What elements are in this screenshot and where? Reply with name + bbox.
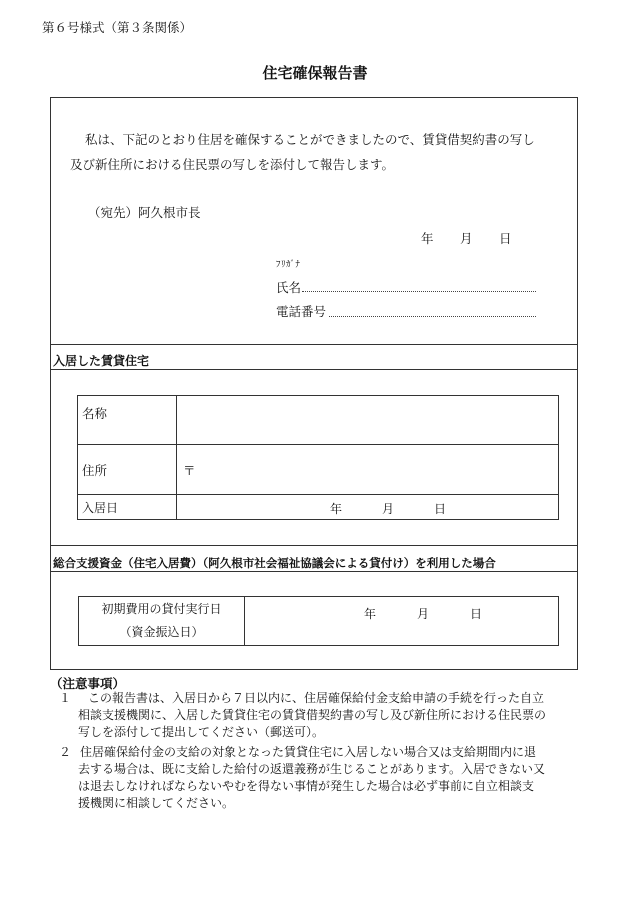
- notes-heading: （注意事項）: [50, 676, 126, 691]
- table-row: [78, 445, 559, 495]
- note-1-line-3: 写しを添付して提出してください（郵送可）。: [78, 725, 325, 739]
- postal-mark: 〒: [183, 462, 196, 478]
- loan-date-day: 日: [470, 607, 483, 621]
- loan-date-label-line-2: （資金振込日）: [119, 625, 204, 639]
- housing-address-label-cell: [78, 445, 177, 495]
- housing-address-label: 住所: [82, 462, 108, 478]
- phone-label: 電話番号: [276, 304, 327, 319]
- table-row: [79, 597, 559, 646]
- note-1-line-1: この報告書は、入居日から７日以内に、住居確保給付金支給申請の手続を行った自立: [88, 691, 545, 705]
- note-2-line-3: は退去しなければならないやむを得ない事情が発生した場合は必ず事前に自立相談支: [78, 779, 535, 793]
- loan-table: [78, 596, 559, 646]
- document-title: 住宅確保報告書: [262, 64, 368, 82]
- move-in-date-year: 年: [330, 502, 343, 516]
- report-date-year: 年: [421, 231, 434, 246]
- housing-table: [77, 395, 559, 520]
- move-in-date-day: 日: [434, 502, 447, 516]
- phone-field[interactable]: [329, 316, 536, 317]
- loan-date-month: 月: [417, 607, 430, 621]
- move-in-date-month: 月: [382, 502, 395, 516]
- statement-line-1: 私は、下記のとおり住居を確保することができましたので、賃貸借契約書の写し: [85, 132, 535, 147]
- report-date-month: 月: [460, 231, 473, 246]
- section-divider: [50, 369, 578, 370]
- note-2-line-1: 住居確保給付金の支給の対象となった賃貸住宅に入居しない場合又は支給期間内に退: [80, 745, 537, 759]
- loan-date-label-cell: [79, 597, 245, 646]
- report-form-frame: [50, 97, 578, 670]
- move-in-date-label-cell: [78, 495, 177, 520]
- furigana-label: ﾌﾘｶﾞﾅ: [276, 260, 301, 270]
- table-row: [78, 495, 559, 520]
- loan-section-heading: 総合支援資金（住宅入居費）（阿久根市社会福祉協議会による貸付け）を利用した場合: [53, 556, 496, 570]
- loan-date-field[interactable]: [245, 597, 559, 646]
- loan-date-label-line-1: 初期費用の貸付実行日: [101, 602, 222, 616]
- note-1-line-2: 相談支援機関に、入居した賃貸住宅の賃貸借契約書の写し及び新住所における住民票の: [78, 708, 547, 722]
- section-divider: [50, 545, 578, 546]
- note-2-number: ２: [58, 745, 71, 759]
- housing-name-label-cell: [78, 396, 177, 445]
- housing-address-field[interactable]: [177, 445, 559, 495]
- report-date-day: 日: [499, 231, 512, 246]
- section-divider: [50, 344, 578, 345]
- housing-name-label: 名称: [82, 406, 108, 421]
- addressee: （宛先）阿久根市長: [88, 205, 201, 220]
- housing-section-heading: 入居した賃貸住宅: [53, 354, 150, 368]
- section-divider: [50, 571, 578, 572]
- note-2-line-2: 去する場合は、既に支給した給付の返還義務が生じることがあります。入居できない又: [78, 762, 546, 776]
- form-number: 第６号様式（第３条関係）: [42, 20, 193, 35]
- note-2-line-4: 援機関に相談してください。: [78, 796, 235, 810]
- name-label: 氏名: [276, 280, 302, 295]
- name-field[interactable]: [302, 291, 536, 292]
- loan-date-year: 年: [364, 607, 377, 621]
- housing-name-field[interactable]: [177, 396, 559, 445]
- note-1-number: １: [58, 691, 71, 705]
- move-in-date-field[interactable]: [177, 495, 559, 520]
- statement-line-2: 及び新住所における住民票の写しを添付して報告します。: [70, 157, 395, 172]
- table-row: [78, 396, 559, 445]
- move-in-date-label: 入居日: [82, 500, 119, 515]
